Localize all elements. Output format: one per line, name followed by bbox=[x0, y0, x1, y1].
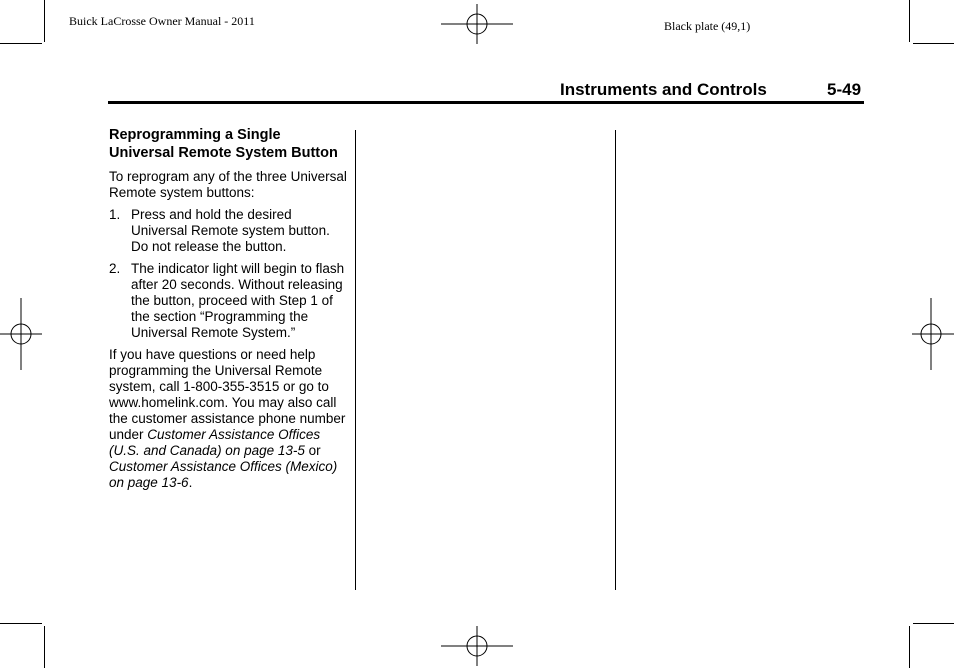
cross-reference-link[interactable]: Customer Assistance Offices (Mexico) on page 13-6 bbox=[109, 459, 338, 490]
header-rule bbox=[108, 101, 864, 104]
help-text: or bbox=[304, 443, 321, 458]
list-item bbox=[109, 207, 349, 255]
crop-mark bbox=[0, 43, 42, 44]
step-number: 2. bbox=[109, 261, 121, 276]
crop-mark bbox=[0, 623, 42, 624]
section-heading: Reprogramming a Single Universal Remote System Button bbox=[109, 127, 338, 161]
section-title: Instruments and Controls bbox=[560, 80, 767, 99]
crop-mark bbox=[913, 623, 954, 624]
crop-mark bbox=[909, 626, 910, 668]
registration-mark-icon bbox=[912, 298, 954, 370]
help-text: If you have questions or need help programming the Universal Remote system, call 1-800-355-3515 or go to www.homelink.com. You may also call the customer assistance phone number under bbox=[109, 347, 346, 442]
page-number: 5-49 bbox=[827, 80, 862, 99]
column-divider bbox=[615, 130, 616, 590]
intro-paragraph: To reprogram any of the three Universal Remote system buttons: bbox=[109, 169, 347, 200]
step-number: 1. bbox=[109, 207, 121, 222]
step-text: The indicator light will begin to flash after 20 seconds. Without releasing the button, proceed with Step 1 of the section “Programming the Universal Remote System.” bbox=[131, 261, 345, 340]
content-column bbox=[109, 127, 349, 497]
help-paragraph bbox=[109, 347, 349, 491]
plate-label: Black plate (49,1) bbox=[664, 19, 751, 33]
steps-list bbox=[109, 207, 349, 341]
column-divider bbox=[355, 130, 356, 590]
crop-mark bbox=[44, 626, 45, 668]
registration-mark-icon bbox=[441, 626, 513, 666]
step-text: Press and hold the desired Universal Remote system button. Do not release the button. bbox=[131, 207, 330, 254]
registration-mark-icon bbox=[441, 4, 513, 44]
registration-mark-icon bbox=[0, 298, 42, 370]
crop-mark bbox=[909, 0, 910, 42]
cross-reference-link[interactable]: Customer Assistance Offices (U.S. and Canada) on page 13-5 bbox=[109, 427, 321, 458]
crop-mark bbox=[913, 43, 954, 44]
list-item bbox=[109, 261, 349, 341]
manual-title: Buick LaCrosse Owner Manual - 2011 bbox=[69, 14, 255, 28]
help-text: . bbox=[188, 475, 193, 490]
crop-mark bbox=[44, 0, 45, 42]
